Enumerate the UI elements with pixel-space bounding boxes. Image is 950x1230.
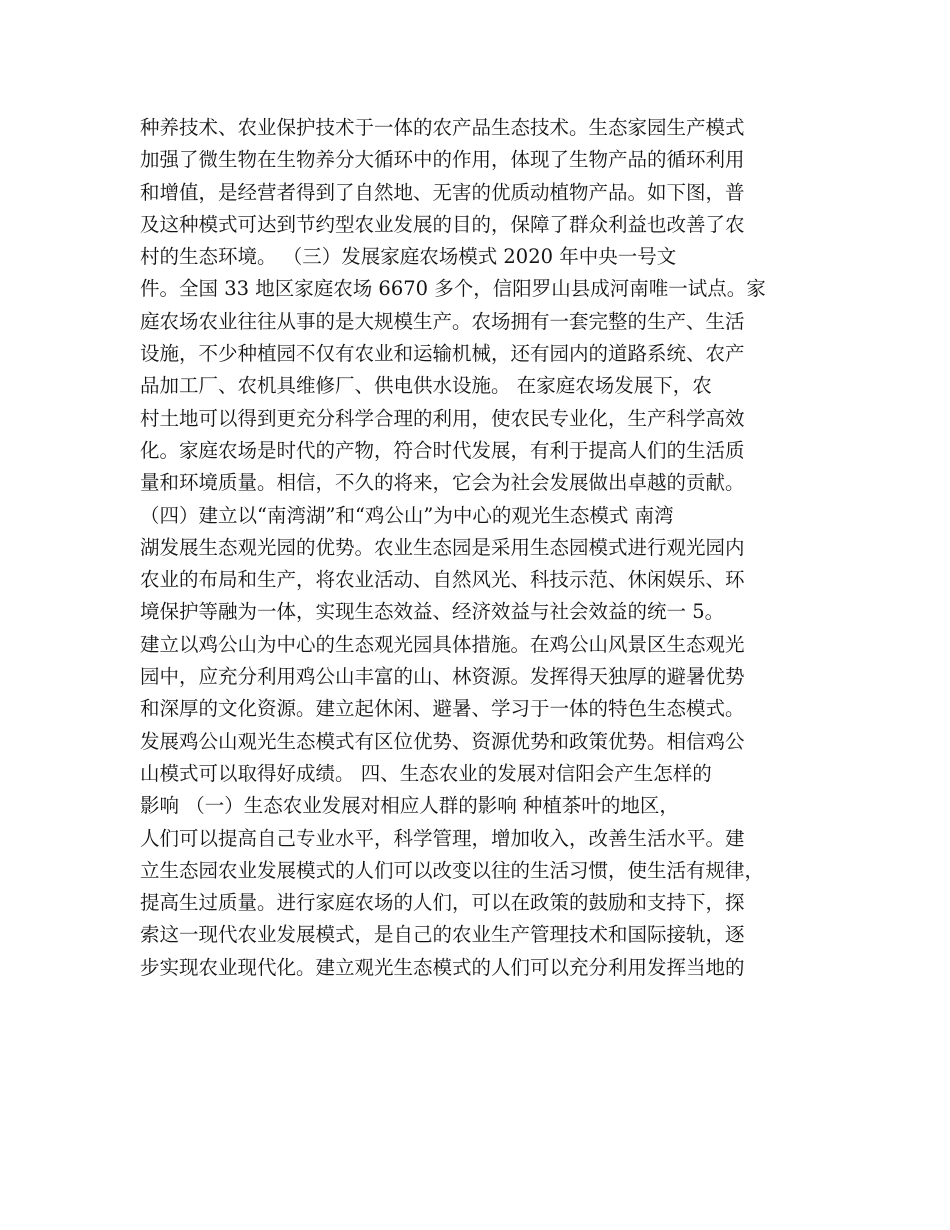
body-text (140, 112, 820, 984)
text-line: 及这种模式可达到节约型农业发展的目的，保障了群众利益也改善了农 (140, 212, 745, 236)
text-line: 量和环境质量。相信，不久的将来，它会为社会发展做出卓越的贡献。 (140, 471, 745, 495)
text-line: 影响 （一）生态农业发展对相应人群的影响 种植茶叶的地区， (140, 794, 679, 818)
text-line: 索这一现代农业发展模式，是自己的农业生产管理技术和国际接轨，逐 (140, 923, 745, 947)
text-line: 农业的布局和生产，将农业活动、自然风光、科技示范、休闲娱乐、环 (140, 568, 745, 592)
text-line: 园中，应充分利用鸡公山丰富的山、林资源。发挥得天独厚的避暑优势 (140, 665, 745, 689)
text-line: （四）建立以“南湾湖”和“鸡公山”为中心的观光生态模式 南湾 (140, 503, 674, 527)
text-line: 设施，不少种植园不仅有农业和运输机械，还有园内的道路系统、农产 (140, 342, 745, 366)
text-line: 山模式可以取得好成绩。 四、生态农业的发展对信阳会产生怎样的 (140, 761, 712, 785)
text-line: 和深厚的文化资源。建立起休闲、避暑、学习于一体的特色生态模式。 (140, 697, 745, 721)
text-line: 和增值，是经营者得到了自然地、无害的优质动植物产品。如下图，普 (140, 180, 745, 204)
text-line: 人们可以提高自己专业水平，科学管理，增加收入，改善生活水平。建 (140, 826, 745, 850)
text-line: 品加工厂、农机具维修厂、供电供水设施。 在家庭农场发展下，农 (140, 374, 712, 398)
text-line: 步实现农业现代化。建立观光生态模式的人们可以充分利用发挥当地的 (140, 955, 745, 979)
text-line: 立生态园农业发展模式的人们可以改变以往的生活习惯，使生活有规律， (140, 858, 765, 882)
text-line: 发展鸡公山观光生态模式有区位优势、资源优势和政策优势。相信鸡公 (140, 729, 745, 753)
text-line: 村的生态环境。 （三）发展家庭农场模式 2020 年中央一号文 (140, 245, 677, 269)
text-line: 境保护等融为一体，实现生态效益、经济效益与社会效益的统一 5。 (140, 600, 725, 624)
text-line: 加强了微生物在生物养分大循环中的作用，体现了生物产品的循环利用 (140, 148, 745, 172)
text-line: 建立以鸡公山为中心的生态观光园具体措施。在鸡公山风景区生态观光 (140, 632, 745, 656)
text-line: 提高生过质量。进行家庭农场的人们，可以在政策的鼓励和支持下，探 (140, 891, 745, 915)
text-line: 件。全国 33 地区家庭农场 6670 多个，信阳罗山县成河南唯一试点。家 (140, 277, 766, 301)
text-line: 化。家庭农场是时代的产物，符合时代发展，有利于提高人们的生活质 (140, 438, 745, 462)
text-line: 村土地可以得到更充分科学合理的利用，使农民专业化，生产科学高效 (140, 406, 745, 430)
text-line: 湖发展生态观光园的优势。农业生态园是采用生态园模式进行观光园内 (140, 535, 745, 559)
text-line: 种养技术、农业保护技术于一体的农产品生态技术。生态家园生产模式 (140, 116, 745, 139)
text-line: 庭农场农业往往从事的是大规模生产。农场拥有一套完整的生产、生活 (140, 309, 745, 333)
